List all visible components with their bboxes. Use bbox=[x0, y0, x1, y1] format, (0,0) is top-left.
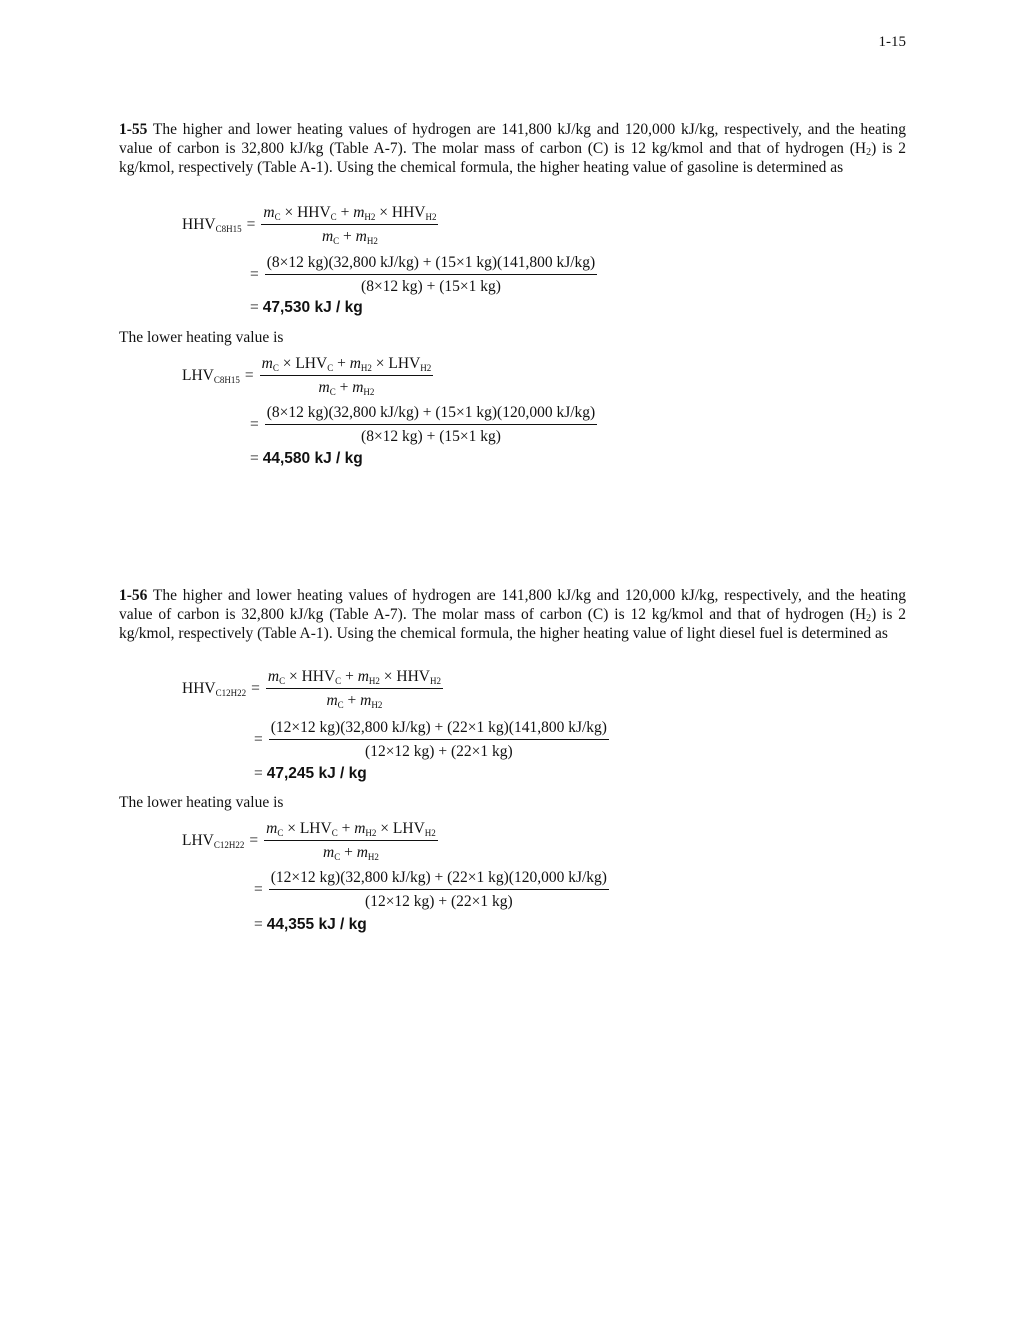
intro-text-end: ) is 2 kg/kmol, respectively (Table A-1). Using the chemical formula, the higher heating value of light diesel fuel is determined as bbox=[119, 606, 907, 643]
equation-lhs: $HHV_{C12H22}$ bbox=[182, 680, 247, 698]
problem-number: 1-55 bbox=[119, 121, 148, 138]
problem-1-55-intro bbox=[119, 120, 906, 178]
intro-subscript: 2 bbox=[866, 613, 872, 625]
numeric-fraction: $\frac{(12\times 12 kg)(32,800 kJ/kg) + (22\times 1 kg)(141,800 kJ/kg)}{(12\times 12 kg) + (22\times 1 kg)}$ bbox=[270, 719, 607, 760]
intro-text: The higher and lower heating values of hydrogen are 141,800 kJ/kg and 120,000 kJ/kg, respectively, and the heating value of carbon is 32,800 kJ/kg (Table A-7). The molar mass of carbon (C) is 12 kg/kmol and that of hydrogen (H bbox=[119, 121, 906, 158]
fraction-numerator: $m_C \times HHV_C + m_{H2} \times HHV_{H2}$ bbox=[266, 668, 443, 689]
lower-heating-text: The lower heating value is bbox=[119, 794, 284, 811]
lower-heating-text: The lower heating value is bbox=[119, 329, 284, 346]
equation-lhs: $LHV_{C12H22}$ bbox=[182, 832, 245, 850]
fraction-denominator: $m_C + m_{H2}$ bbox=[326, 692, 383, 710]
intro-subscript: 2 bbox=[866, 147, 872, 159]
fraction-numerator: $m_C \times LHV_C + m_{H2} \times LHV_{H2}$ bbox=[260, 355, 434, 376]
symbolic-fraction bbox=[261, 204, 438, 246]
intro-text-end: ) is 2 kg/kmol, respectively (Table A-1). Using the chemical formula, the higher heating value of gasoline is determined as bbox=[119, 140, 907, 177]
lhv-numeric-diesel: = $\frac{(12\times 12 kg)(32,800 kJ/kg) + (22\times 1 kg)(120,000 kJ/kg)}{(12\times 12 kg) + (22\times 1 kg)}$ bbox=[254, 869, 607, 910]
hhv-result-diesel: = 47,245 kJ / kg bbox=[254, 765, 367, 782]
numeric-fraction: $\frac{(8\times 12 kg)(32,800 kJ/kg) + (15\times 1 kg)(141,800 kJ/kg)}{(8\times 12 kg) + (15\times 1 kg)}$ bbox=[266, 254, 596, 295]
hhv-result-gasoline: = 47,530 kJ / kg bbox=[250, 299, 363, 316]
equation-lhs: $HHV_{C8H15}$ bbox=[182, 216, 242, 234]
symbolic-fraction bbox=[260, 355, 434, 397]
lhv-result-diesel: = 44,355 kJ / kg bbox=[254, 916, 367, 933]
numeric-fraction: $\frac{(8\times 12 kg)(32,800 kJ/kg) + (15\times 1 kg)(120,000 kJ/kg)}{(8\times 12 kg) + (15\times 1 kg)}$ bbox=[266, 404, 596, 445]
symbolic-fraction bbox=[264, 820, 438, 862]
symbolic-fraction bbox=[266, 668, 443, 710]
fraction-denominator: $m_C + m_{H2}$ bbox=[318, 379, 375, 397]
lhv-formula-diesel: $LHV_{C12H22}$ = $\frac{m_C \times LHV_C + m_{H2} \times LHV_{H2}}{m_C + m_{H2}}$ bbox=[182, 820, 436, 862]
lhv-numeric-gasoline: = $\frac{(8\times 12 kg)(32,800 kJ/kg) + (15\times 1 kg)(120,000 kJ/kg)}{(8\times 12 kg) + (15\times 1 kg)}$ bbox=[250, 404, 596, 445]
fraction-denominator: $m_C + m_{H2}$ bbox=[321, 228, 378, 246]
lhv-result-gasoline: = 44,580 kJ / kg bbox=[250, 450, 363, 467]
numeric-fraction: $\frac{(12\times 12 kg)(32,800 kJ/kg) + (22\times 1 kg)(120,000 kJ/kg)}{(12\times 12 kg) + (22\times 1 kg)}$ bbox=[270, 869, 607, 910]
intro-text: The higher and lower heating values of hydrogen are 141,800 kJ/kg and 120,000 kJ/kg, respectively, and the heating value of carbon is 32,800 kJ/kg (Table A-7). The molar mass of carbon (C) is 12 kg/kmol and that of hydrogen (H bbox=[119, 587, 906, 624]
fraction-numerator: $m_C \times LHV_C + m_{H2} \times LHV_{H2}$ bbox=[264, 820, 438, 841]
lhv-formula-gasoline: $LHV_{C8H15}$ = $\frac{m_C \times LHV_C + m_{H2} \times LHV_{H2}}{m_C + m_{H2}}$ bbox=[182, 355, 432, 397]
hhv-formula-gasoline: $HHV_{C8H15}$ = $\frac{m_C \times HHV_C + m_{H2} \times HHV_{H2}}{m_C + m_{H2}}$ bbox=[182, 204, 437, 246]
hhv-numeric-diesel: = $\frac{(12\times 12 kg)(32,800 kJ/kg) + (22\times 1 kg)(141,800 kJ/kg)}{(12\times 12 kg) + (22\times 1 kg)}$ bbox=[254, 719, 607, 760]
fraction-denominator: $m_C + m_{H2}$ bbox=[322, 844, 379, 862]
fraction-numerator: $m_C \times HHV_C + m_{H2} \times HHV_{H2}$ bbox=[261, 204, 438, 225]
problem-number: 1-56 bbox=[119, 587, 148, 604]
page-number: 1-15 bbox=[878, 34, 906, 50]
problem-1-56-intro bbox=[119, 586, 906, 644]
hhv-numeric-gasoline: = $\frac{(8\times 12 kg)(32,800 kJ/kg) + (15\times 1 kg)(141,800 kJ/kg)}{(8\times 12 kg) + (15\times 1 kg)}$ bbox=[250, 254, 596, 295]
hhv-formula-diesel: $HHV_{C12H22}$ = $\frac{m_C \times HHV_C + m_{H2} \times HHV_{H2}}{m_C + m_{H2}}$ bbox=[182, 668, 441, 710]
equation-lhs: $LHV_{C8H15}$ bbox=[182, 367, 240, 385]
